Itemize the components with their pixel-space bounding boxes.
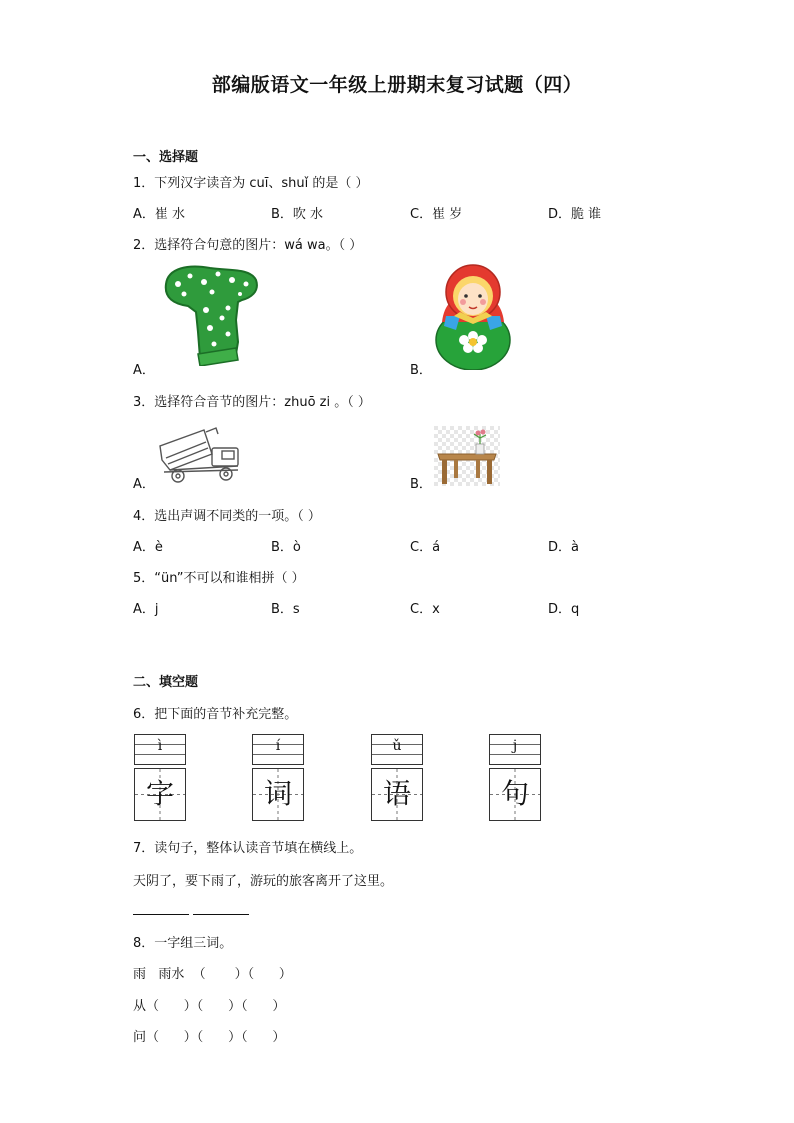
pinyin-grid-cell[interactable]	[252, 734, 304, 822]
hanzi-text: 句	[500, 777, 529, 810]
pinyin-text: j	[512, 738, 518, 754]
section-heading-choice: 一、选择题	[133, 150, 199, 165]
question-6-stem: 6．把下面的音节补充完整。	[133, 707, 298, 722]
word-group-row-2: 从（ ）（ ）（ ）	[133, 999, 286, 1014]
q5-option-b[interactable]: B．s	[271, 602, 300, 617]
pinyin-grid-cell[interactable]	[134, 734, 186, 822]
q3-option-a[interactable]: A．	[133, 477, 155, 492]
q2-option-a[interactable]: A．	[133, 363, 155, 378]
q1-option-d[interactable]: D．脆 谁	[548, 207, 602, 222]
section-heading-fill-blank: 二、填空题	[133, 675, 199, 690]
question-7-stem: 7．读句子，整体认读音节填在横线上。	[133, 841, 363, 856]
pinyin-text: ǔ	[392, 738, 402, 754]
q2-option-b[interactable]: B．	[410, 363, 432, 378]
scarf-image	[158, 262, 260, 366]
q5-option-c[interactable]: C．x	[410, 602, 440, 617]
q4-option-d[interactable]: D．à	[548, 540, 579, 555]
answer-blank-1[interactable]	[133, 914, 189, 915]
table-image	[434, 426, 500, 486]
pinyin-grid-cell[interactable]	[489, 734, 541, 822]
q1-option-b[interactable]: B．吹 水	[271, 207, 324, 222]
question-2-stem: 2．选择符合句意的图片：wá wa。（ ）	[133, 238, 363, 253]
pinyin-grid-cell[interactable]	[371, 734, 423, 822]
matryoshka-doll-image	[434, 264, 512, 370]
hanzi-text: 语	[382, 777, 411, 810]
q4-option-a[interactable]: A．è	[133, 540, 163, 555]
q4-option-b[interactable]: B．ò	[271, 540, 301, 555]
word-group-row-1: 雨 雨水 （ ）（ ）	[133, 967, 292, 982]
q4-option-c[interactable]: C．á	[410, 540, 441, 555]
question-7-sentence: 天阴了，要下雨了，游玩的旅客离开了这里。	[133, 874, 394, 889]
q1-option-c[interactable]: C．崔 岁	[410, 207, 463, 222]
word-group-row-3: 问（ ）（ ）（ ）	[133, 1030, 286, 1045]
question-1-stem: 1．下列汉字读音为 cuī、shuǐ 的是（ ）	[133, 176, 369, 191]
q5-option-d[interactable]: D．q	[548, 602, 580, 617]
hanzi-text: 词	[263, 777, 292, 810]
pinyin-text: ì	[157, 738, 163, 754]
hanzi-text: 字	[145, 777, 174, 810]
page-title: 部编版语文一年级上册期末复习试题（四）	[211, 74, 583, 96]
question-3-stem: 3．选择符合音节的图片：zhuō zi 。（ ）	[133, 395, 371, 410]
dump-truck-image	[156, 424, 242, 486]
answer-blank-2[interactable]	[193, 914, 249, 915]
pinyin-text: í	[275, 738, 281, 754]
question-4-stem: 4．选出声调不同类的一项。（ ）	[133, 509, 321, 524]
question-8-stem: 8．一字组三词。	[133, 936, 233, 951]
question-5-stem: 5．“ün”不可以和谁相拼（ ）	[133, 571, 305, 586]
q3-option-b[interactable]: B．	[410, 477, 432, 492]
q1-option-a[interactable]: A．崔 水	[133, 207, 186, 222]
q5-option-a[interactable]: A．j	[133, 602, 159, 617]
